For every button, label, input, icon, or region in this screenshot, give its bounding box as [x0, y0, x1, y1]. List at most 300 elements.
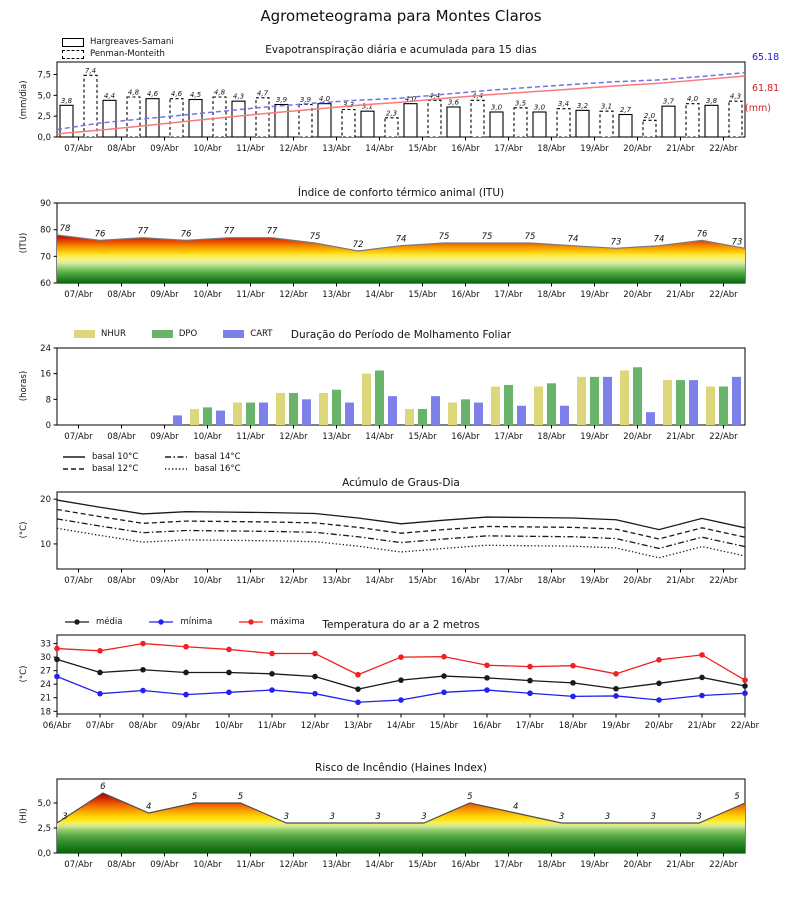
y-tick-label: 2,5 [37, 824, 51, 834]
bar-value-label: 3,5 [514, 99, 527, 108]
point-value-label: 74 [567, 234, 579, 245]
x-tick-label: 13/Abr [322, 144, 351, 154]
x-tick-label: 12/Abr [279, 860, 308, 870]
y-tick-label: 10 [40, 539, 51, 550]
legend-item-basal16 [164, 464, 240, 474]
bar-penman [170, 99, 183, 137]
bar-dpo [547, 383, 556, 425]
point-value-label: 77 [223, 226, 235, 237]
x-tick-label: 12/Abr [279, 576, 308, 586]
x-tick-label: 17/Abr [494, 290, 523, 300]
bar-dpo [375, 370, 384, 425]
legend-item-maxima [238, 617, 304, 627]
legend-item-dpo [152, 329, 197, 339]
legend-label: DPO [178, 329, 198, 339]
point-value-label: 3 [283, 812, 290, 822]
bar-value-label: 3,2 [576, 101, 589, 110]
point-value-label: 76 [696, 229, 708, 240]
point-value-label: 3 [558, 812, 565, 822]
bar-value-label: 4,8 [213, 88, 226, 97]
point-value-label: 74 [395, 234, 407, 245]
point-marker [527, 664, 533, 670]
page-title: Agrometeograma para Montes Claros [260, 7, 542, 25]
bar-hargreaves [576, 110, 589, 137]
y-tick-label: 0,0 [37, 133, 51, 143]
bar-penman [428, 100, 441, 137]
point-marker [398, 697, 404, 703]
legend-label: basal 14°C [194, 452, 241, 462]
y-tick-label: 5,0 [37, 799, 51, 809]
bar-nhur [233, 403, 242, 425]
y-tick-label: 70 [40, 252, 51, 263]
accumulated-line [57, 73, 745, 130]
x-tick-label: 18/Abr [558, 721, 588, 731]
x-tick-label: 20/Abr [623, 290, 652, 300]
point-marker [183, 644, 189, 650]
x-tick-label: 16/Abr [472, 721, 502, 731]
line-basal10C [57, 500, 745, 530]
bar-hargreaves [361, 111, 374, 137]
point-value-label: 75 [481, 232, 493, 242]
x-tick-label: 11/Abr [236, 860, 265, 870]
x-tick-label: 21/Abr [666, 144, 695, 154]
bar-hargreaves [533, 112, 546, 137]
point-marker [656, 657, 662, 663]
bar-cart [732, 377, 741, 425]
bar-dpo [719, 387, 728, 426]
bar-value-label: 4,6 [146, 90, 159, 99]
point-marker [269, 671, 275, 677]
bar-penman [256, 98, 269, 137]
point-marker [140, 688, 146, 694]
x-tick-label: 19/Abr [580, 144, 609, 154]
x-tick-label: 10/Abr [193, 290, 222, 300]
legend-label: basal 10°C [92, 452, 139, 462]
point-marker [570, 694, 576, 700]
bar-penman [471, 100, 484, 137]
point-marker [527, 690, 533, 696]
bar-value-label: 4,0 [318, 95, 331, 104]
point-value-label: 74 [653, 234, 665, 245]
legend-label: basal 16°C [194, 464, 241, 474]
x-tick-label: 11/Abr [257, 721, 287, 731]
bar-hargreaves [404, 104, 417, 137]
point-marker [484, 675, 490, 681]
chart1-title: Evapotranspiração diária e acumulada para 15 dias [265, 44, 537, 56]
bar-penman [643, 120, 656, 137]
bar-cart [474, 403, 483, 425]
x-tick-label: 16/Abr [451, 290, 480, 300]
point-marker [656, 681, 662, 687]
point-marker [742, 677, 748, 683]
x-tick-label: 14/Abr [365, 290, 394, 300]
point-marker [269, 651, 275, 657]
accum-blue-value: 65.18 [752, 52, 780, 63]
legend-item-nhur [74, 329, 126, 339]
point-value-label: 72 [352, 240, 364, 250]
point-marker [97, 648, 103, 654]
chart6-ylabel: (HI) [19, 808, 29, 824]
bar-value-label: 3,9 [275, 96, 288, 104]
legend-label: média [96, 617, 123, 627]
bar-value-label: 4,5 [189, 91, 202, 99]
bar-value-label: 4,0 [404, 95, 417, 104]
legend-label: basal 12°C [92, 464, 139, 474]
x-tick-label: 07/Abr [85, 721, 115, 731]
y-tick-label: 0 [45, 421, 51, 431]
chart1-legend [62, 37, 174, 59]
point-value-label: 3 [696, 812, 702, 822]
chart2-ylabel: (ITU) [19, 232, 29, 254]
bar-value-label: 3,1 [600, 102, 613, 111]
point-marker [699, 675, 705, 681]
point-value-label: 3 [62, 812, 68, 822]
bar-value-label: 4,3 [729, 92, 742, 101]
point-marker [97, 670, 103, 676]
bar-dpo [203, 407, 212, 425]
plot-3 [40, 492, 745, 586]
bar-cart [560, 406, 569, 425]
x-tick-label: 14/Abr [365, 860, 394, 870]
x-tick-label: 21/Abr [666, 576, 695, 586]
point-value-label: 76 [180, 229, 192, 240]
x-tick-label: 13/Abr [343, 721, 373, 731]
chart4-title: Acúmulo de Graus-Dia [342, 477, 460, 489]
bar-cart [603, 377, 612, 425]
plot-frame [57, 62, 745, 137]
bar-value-label: 4,4 [471, 91, 484, 100]
chart5-ylabel: (°C) [19, 665, 29, 683]
x-tick-label: 13/Abr [322, 432, 351, 442]
x-tick-label: 07/Abr [64, 860, 93, 870]
x-tick-label: 22/Abr [709, 144, 738, 154]
chart1-ylabel: (mm/dia) [19, 80, 29, 120]
x-tick-label: 09/Abr [171, 721, 201, 731]
bar-value-label: 3,3 [342, 101, 355, 109]
plot-5 [37, 779, 745, 870]
y-tick-label: 20 [40, 495, 51, 506]
x-tick-label: 13/Abr [322, 290, 351, 300]
point-marker [570, 680, 576, 686]
x-tick-label: 19/Abr [601, 721, 631, 731]
point-value-label: 75 [524, 232, 536, 242]
legend-label: Hargreaves-Samani [90, 37, 174, 47]
x-tick-label: 08/Abr [107, 432, 136, 442]
dpo-swatch-icon [152, 330, 173, 338]
cart-swatch-icon [223, 330, 244, 338]
accum-unit-label: (mm) [745, 103, 771, 114]
penman-swatch-icon [62, 50, 84, 59]
point-marker [656, 697, 662, 703]
point-marker [355, 699, 361, 705]
bar-dpo [676, 380, 685, 425]
bar-cart [517, 406, 526, 425]
legend-item-basal10 [62, 452, 138, 462]
bar-value-label: 4,4 [103, 91, 116, 100]
bar-value-label: 7,4 [84, 66, 97, 75]
x-tick-label: 10/Abr [214, 721, 244, 731]
bar-hargreaves [619, 115, 632, 138]
point-value-label: 75 [309, 232, 321, 242]
x-tick-label: 22/Abr [709, 432, 738, 442]
accumulated-line [57, 76, 745, 134]
x-tick-label: 15/Abr [408, 432, 437, 442]
x-tick-label: 21/Abr [666, 860, 695, 870]
chart5-title: Temperatura do ar a 2 metros [322, 619, 480, 631]
x-tick-label: 12/Abr [279, 290, 308, 300]
bar-hargreaves [189, 100, 202, 138]
bar-value-label: 3,8 [60, 96, 73, 105]
x-tick-label: 22/Abr [730, 721, 760, 731]
bar-penman [686, 104, 699, 137]
point-marker [699, 652, 705, 658]
legend-item-penman [62, 49, 174, 59]
bar-nhur [276, 393, 285, 425]
bar-hargreaves [447, 107, 460, 137]
bar-value-label: 2,3 [385, 109, 398, 118]
bar-penman [342, 110, 355, 138]
chart4-ylabel: (°C) [19, 521, 29, 539]
legend-item-basal12 [62, 464, 138, 474]
bar-nhur [448, 403, 457, 425]
y-tick-label: 18 [40, 707, 51, 718]
x-tick-label: 09/Abr [150, 576, 179, 586]
x-tick-label: 17/Abr [494, 860, 523, 870]
x-tick-label: 17/Abr [494, 432, 523, 442]
point-marker [398, 654, 404, 660]
bar-penman [600, 111, 613, 137]
point-value-label: 4 [146, 802, 152, 812]
y-tick-label: 60 [40, 279, 51, 289]
x-tick-label: 08/Abr [107, 290, 136, 300]
legend-label: máxima [270, 617, 305, 627]
x-tick-label: 07/Abr [64, 144, 93, 154]
x-tick-label: 11/Abr [236, 290, 265, 300]
point-marker [312, 691, 318, 697]
x-tick-label: 18/Abr [537, 576, 566, 586]
point-value-label: 76 [94, 229, 106, 240]
x-tick-label: 17/Abr [494, 144, 523, 154]
x-tick-label: 18/Abr [537, 144, 566, 154]
bar-cart [345, 403, 354, 425]
bar-cart [689, 380, 698, 425]
point-value-label: 5 [237, 792, 244, 802]
x-tick-label: 19/Abr [580, 860, 609, 870]
bar-cart [646, 412, 655, 425]
bar-value-label: 3,8 [705, 96, 718, 105]
y-tick-label: 90 [40, 199, 51, 209]
point-marker [97, 691, 103, 697]
hargreaves-swatch-icon [62, 38, 84, 47]
x-tick-label: 08/Abr [128, 721, 158, 731]
y-tick-label: 16 [40, 369, 51, 380]
bar-value-label: 3,7 [662, 97, 675, 106]
point-value-label: 3 [421, 812, 427, 822]
bar-dpo [461, 399, 470, 425]
bar-nhur [491, 387, 500, 426]
y-tick-label: 0,0 [37, 849, 51, 859]
bar-cart [302, 399, 311, 425]
point-marker [226, 647, 232, 653]
point-marker [570, 663, 576, 669]
x-tick-label: 14/Abr [386, 721, 416, 731]
bar-value-label: 3,9 [299, 96, 312, 104]
bar-dpo [418, 409, 427, 425]
x-tick-label: 13/Abr [322, 860, 351, 870]
x-tick-label: 14/Abr [365, 144, 394, 154]
x-tick-label: 18/Abr [537, 432, 566, 442]
x-tick-label: 09/Abr [150, 290, 179, 300]
x-tick-label: 21/Abr [666, 290, 695, 300]
bar-dpo [504, 385, 513, 425]
point-marker [613, 671, 619, 677]
x-tick-label: 11/Abr [236, 432, 265, 442]
x-tick-label: 22/Abr [709, 576, 738, 586]
point-marker [312, 651, 318, 657]
bar-cart [173, 415, 182, 425]
chart3-ylabel: (horas) [19, 370, 29, 402]
chart4-legend [62, 452, 241, 474]
x-tick-label: 20/Abr [623, 432, 652, 442]
nhur-swatch-icon [74, 330, 95, 338]
plot-frame [57, 492, 745, 569]
bar-cart [216, 411, 225, 425]
point-marker [441, 690, 447, 696]
chart5-legend [64, 617, 323, 627]
x-tick-label: 19/Abr [580, 432, 609, 442]
point-value-label: 6 [100, 782, 106, 792]
bar-penman [127, 97, 140, 137]
point-marker [226, 690, 232, 696]
x-tick-label: 22/Abr [709, 290, 738, 300]
x-tick-label: 19/Abr [580, 290, 609, 300]
x-tick-label: 17/Abr [515, 721, 545, 731]
bar-nhur [577, 377, 586, 425]
x-tick-label: 15/Abr [408, 144, 437, 154]
point-marker [742, 690, 748, 696]
x-tick-label: 15/Abr [408, 860, 437, 870]
x-tick-label: 06/Abr [42, 721, 72, 731]
plot-1 [40, 199, 745, 300]
minima-line-icon [148, 618, 174, 626]
chart3-title: Duração do Período de Molhamento Foliar [290, 329, 512, 341]
y-tick-label: 2,5 [37, 112, 51, 123]
point-value-label: 77 [266, 226, 278, 237]
media-line-icon [64, 618, 90, 626]
point-value-label: 5 [734, 792, 740, 802]
plot-0 [37, 62, 745, 154]
point-marker [699, 693, 705, 699]
legend-item-basal14 [164, 452, 240, 462]
x-tick-label: 15/Abr [408, 290, 437, 300]
x-tick-label: 09/Abr [150, 432, 179, 442]
point-value-label: 78 [59, 224, 71, 234]
legend-item-cart [223, 329, 272, 339]
bar-value-label: 3,0 [490, 103, 503, 112]
x-tick-label: 10/Abr [193, 576, 222, 586]
legend-label: CART [250, 329, 273, 339]
x-tick-label: 18/Abr [537, 290, 566, 300]
bar-nhur [362, 374, 371, 425]
x-tick-label: 08/Abr [107, 860, 136, 870]
point-marker [742, 683, 748, 689]
point-marker [226, 670, 232, 676]
x-tick-label: 20/Abr [644, 721, 674, 731]
point-marker [484, 662, 490, 668]
x-tick-label: 09/Abr [150, 144, 179, 154]
point-value-label: 5 [191, 792, 198, 802]
x-tick-label: 12/Abr [279, 432, 308, 442]
x-tick-label: 08/Abr [107, 144, 136, 154]
y-tick-label: 27 [40, 666, 51, 677]
bar-value-label: 3,1 [361, 102, 374, 111]
x-tick-label: 14/Abr [365, 432, 394, 442]
point-marker [613, 693, 619, 699]
bar-value-label: 3,0 [533, 103, 546, 112]
point-marker [54, 674, 60, 680]
bar-cart [259, 403, 268, 425]
y-tick-label: 80 [40, 225, 51, 236]
point-value-label: 3 [329, 812, 335, 822]
bar-hargreaves [490, 112, 503, 137]
x-tick-label: 12/Abr [300, 721, 330, 731]
bar-penman [557, 109, 570, 137]
basal12-line-icon [62, 465, 86, 473]
x-tick-label: 12/Abr [279, 144, 308, 154]
y-tick-label: 33 [40, 639, 51, 650]
point-value-label: 4 [512, 802, 519, 812]
x-tick-label: 19/Abr [580, 576, 609, 586]
x-tick-label: 11/Abr [236, 576, 265, 586]
x-tick-label: 08/Abr [107, 576, 136, 586]
x-tick-label: 15/Abr [429, 721, 459, 731]
x-tick-label: 17/Abr [494, 576, 523, 586]
bar-cart [388, 396, 397, 425]
point-marker [441, 673, 447, 679]
basal16-line-icon [164, 465, 188, 473]
bar-dpo [633, 367, 642, 425]
bar-penman [84, 75, 97, 137]
bar-value-label: 4,6 [170, 90, 183, 99]
line-mxima [57, 644, 745, 681]
legend-label: Penman-Monteith [90, 49, 165, 59]
x-tick-label: 16/Abr [451, 432, 480, 442]
bar-value-label: 2,0 [643, 111, 656, 120]
plot-4 [40, 635, 760, 731]
legend-item-media [64, 617, 122, 627]
maxima-line-icon [238, 618, 264, 626]
point-marker [355, 672, 361, 678]
line-mdia [57, 659, 745, 689]
y-tick-label: 8 [45, 395, 51, 406]
point-marker [183, 692, 189, 698]
point-marker [140, 667, 146, 673]
legend-item-minima [148, 617, 212, 627]
chart6-title: Risco de Incêndio (Haines Index) [315, 762, 487, 774]
bar-value-label: 4,4 [428, 91, 441, 100]
point-marker [484, 687, 490, 693]
bar-nhur [405, 409, 414, 425]
basal14-line-icon [164, 453, 188, 461]
x-tick-label: 07/Abr [64, 290, 93, 300]
bar-value-label: 2,7 [619, 106, 632, 114]
bar-value-label: 4,8 [127, 88, 140, 97]
x-tick-label: 22/Abr [709, 860, 738, 870]
bar-hargreaves [705, 105, 718, 137]
point-marker [527, 678, 533, 684]
x-tick-label: 11/Abr [236, 144, 265, 154]
x-tick-label: 13/Abr [322, 576, 351, 586]
